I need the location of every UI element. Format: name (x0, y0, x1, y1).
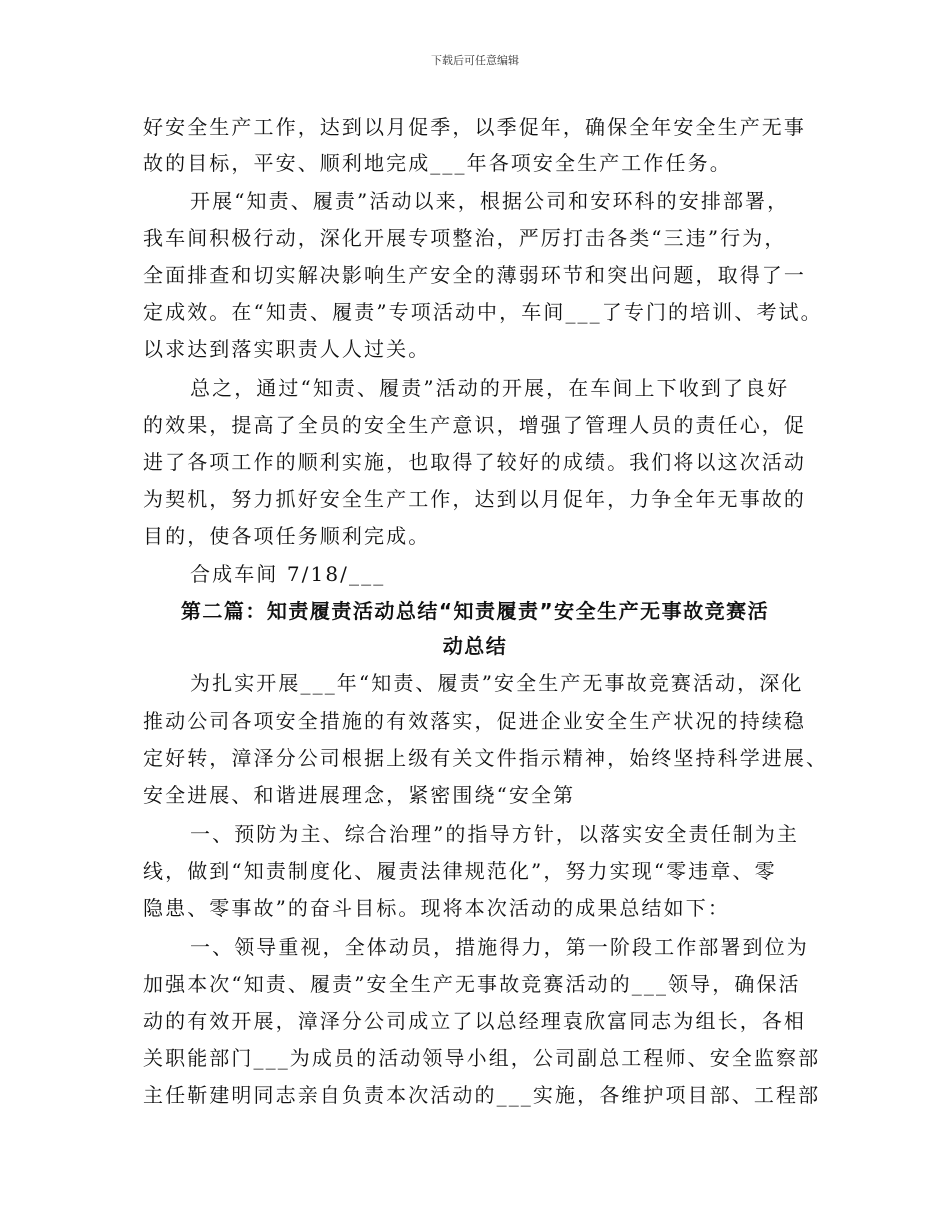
paragraph-line: 我车间积极行动，深化开展专项整治，严厉打击各类“三违”行为， (143, 226, 787, 250)
paragraph-line: 总之，通过“知责、履责”活动的开展，在车间上下收到了良好 (190, 376, 790, 400)
paragraph-line: 好安全生产工作，达到以月促季，以季促年，确保全年安全生产无事 (143, 115, 806, 139)
paragraph-line: 的效果，提高了全员的安全生产意识，增强了管理人员的责任心，促 (143, 413, 806, 437)
section-title-continued: 动总结 (442, 634, 508, 658)
paragraph-line: 一、领导重视，全体动员，措施得力，第一阶段工作部署到位为 (190, 935, 809, 959)
paragraph-line: 隐患、零事故”的奋斗目标。现将本次活动的成果总结如下： (143, 896, 730, 920)
paragraph-line: 以求达到落实职责人人过关。 (143, 337, 431, 361)
paragraph-line: 安全进展、和谐进展理念，紧密围绕“安全第 (143, 783, 576, 807)
paragraph-line: 线，做到“知责制度化、履责法律规范化”，努力实现“零违章、零 (143, 859, 777, 883)
paragraph-line: 为扎实开展___年“知责、履责”安全生产无事故竞赛活动，深化 (190, 671, 804, 695)
paragraph-line: 全面排查和切实解决影响生产安全的薄弱环节和突出问题，取得了一 (143, 263, 806, 287)
paragraph-line: 主任靳建明同志亲自负责本次活动的___实施，各维护项目部、工程部 (143, 1083, 821, 1107)
paragraph-line: 关职能部门___为成员的活动领导小组，公司副总工程师、安全监察部 (143, 1046, 821, 1070)
paragraph-line: 定好转，漳泽分公司根据上级有关文件指示精神，始终坚持科学进展、 (143, 746, 829, 770)
paragraph-line: 目的，使各项任务顺利完成。 (143, 524, 431, 548)
paragraph-line: 推动公司各项安全措施的有效落实，促进企业安全生产状况的持续稳 (143, 709, 806, 733)
paragraph-line: 一、预防为主、综合治理”的指导方针，以落实安全责任制为主 (190, 822, 800, 846)
paragraph-line: 动的有效开展，漳泽分公司成立了以总经理袁欣富同志为组长，各相 (143, 1009, 806, 1033)
paragraph-line: 合成车间 7/18/___ (190, 562, 386, 586)
paragraph-line: 定成效。在“知责、履责”专项活动中，车间___了专门的培训、考试。 (143, 300, 823, 324)
page-header: 下载后可任意编辑 (431, 54, 519, 67)
paragraph-line: 开展“知责、履责”活动以来，根据公司和安环科的安排部署， (190, 189, 790, 213)
paragraph-line: 故的目标，平安、顺利地完成___年各项安全生产工作任务。 (143, 151, 732, 175)
paragraph-line: 为契机，努力抓好安全生产工作，达到以月促年，力争全年无事故的 (143, 487, 806, 511)
paragraph-line: 加强本次“知责、履责”安全生产无事故竞赛活动的___领导，确保活 (143, 972, 801, 996)
section-title: 第二篇：知责履责活动总结“知责履责”安全生产无事故竞赛活 (180, 599, 770, 623)
paragraph-line: 进了各项工作的顺利实施，也取得了较好的成绩。我们将以这次活动 (143, 450, 806, 474)
